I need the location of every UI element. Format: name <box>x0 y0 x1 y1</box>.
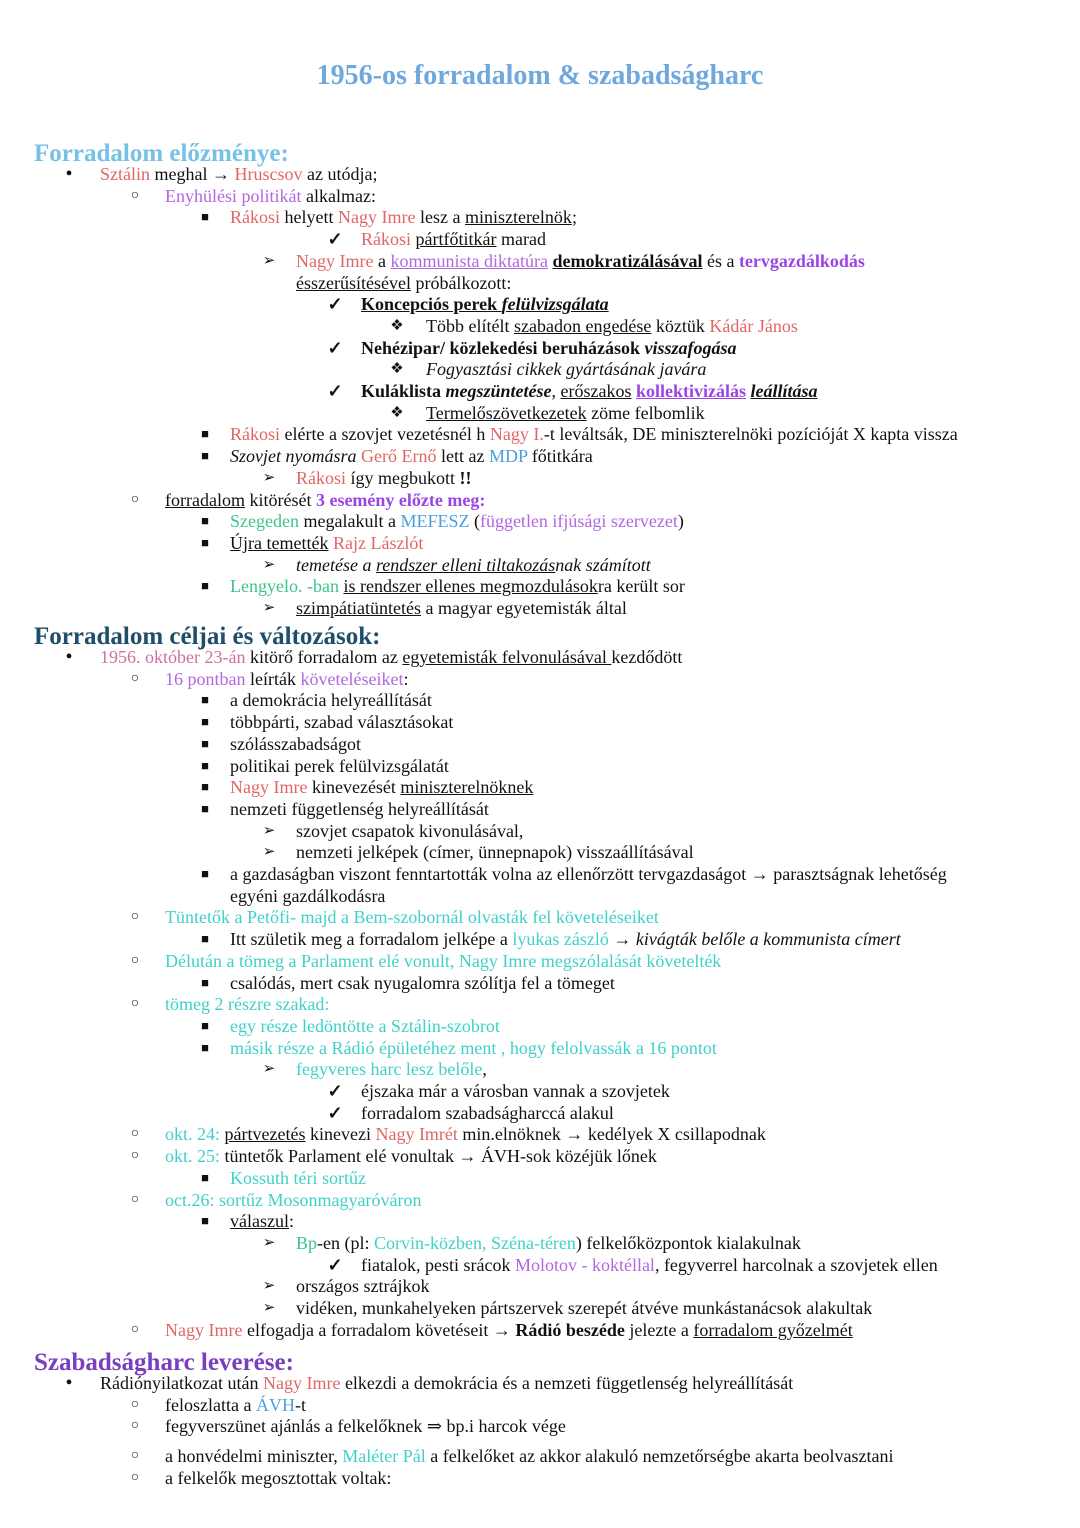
note-text: , <box>551 381 561 401</box>
note-text: éjszaka már a városban vannak a szovjetek <box>361 1081 670 1101</box>
note-text: 1956. október 23-án <box>100 647 246 667</box>
note-text: Bp <box>296 1232 318 1253</box>
note-line <box>361 380 818 402</box>
note-text: -t <box>294 1394 306 1415</box>
bullet-square-icon: ■ <box>201 866 209 881</box>
note-line <box>296 597 627 619</box>
note-text: kezdődött <box>611 647 683 667</box>
note-text: Gerő Ernő <box>360 446 437 467</box>
note-text: !! <box>459 467 472 488</box>
note-text: így megbukott <box>346 467 460 488</box>
note-text: min.elnöknek → kedélyek X csillapodnak <box>457 1124 766 1145</box>
note-text: lesz a <box>415 207 465 228</box>
note-text: erőszakos <box>560 381 632 401</box>
note-text: Rádiónyilatkozat után <box>100 1373 263 1393</box>
note-text: Szegeden <box>230 511 299 532</box>
bullet-circle-icon: ○ <box>130 1448 140 1464</box>
diamond-bullet-icon: ❖ <box>390 404 404 421</box>
note-text: főtitkára <box>527 446 593 467</box>
note-text: lyukas zászló <box>512 929 609 950</box>
note-text: forradalom <box>165 489 245 510</box>
bullet-circle-icon: ○ <box>130 1418 140 1434</box>
note-line <box>361 337 737 359</box>
arrow-bullet-icon: ➢ <box>262 252 276 269</box>
note-text: felülvizsgálata <box>501 294 609 315</box>
note-text: ésszerűsítésével <box>296 272 411 293</box>
arrow-bullet-icon: ➢ <box>262 844 276 861</box>
note-text: Sztálin <box>100 164 150 184</box>
note-line <box>165 1445 894 1467</box>
note-text: Rajz Lászlót <box>332 532 424 553</box>
note-text: egyéni gazdálkodásra <box>230 885 386 906</box>
note-line <box>230 1037 717 1059</box>
bullet-dot-icon: • <box>65 1372 73 1394</box>
note-text: egyetemisták felvonulásával <box>402 647 612 667</box>
arrow-bullet-icon: ➢ <box>262 556 276 573</box>
arrow-bullet-icon: ➢ <box>262 469 276 486</box>
note-text: is rendszer ellenes megmozdulások <box>343 576 598 597</box>
note-text: nak számított <box>555 554 651 575</box>
note-text: Nehézipar/ közlekedési beruházások <box>361 337 645 358</box>
note-line <box>100 646 682 668</box>
section-heading: Forradalom előzménye: <box>34 140 289 167</box>
note-text: 3 esemény előzte meg: <box>315 489 486 510</box>
note-text: Nagy I. <box>489 424 544 445</box>
note-text: Molotov - koktéllal <box>514 1254 655 1275</box>
note-text: helyett <box>280 207 338 228</box>
note-line <box>230 928 901 950</box>
note-text: kitörő forradalom az <box>245 647 403 667</box>
note-text: Több elítélt <box>426 315 514 336</box>
bullet-circle-icon: ○ <box>130 187 140 203</box>
note-text: fegyveres harc lesz belőle <box>296 1059 483 1080</box>
note-text: többpárti, szabad választásokat <box>230 712 454 733</box>
bullet-square-icon: ■ <box>201 757 209 773</box>
note-text: 16 pontban <box>165 668 246 689</box>
note-text: Délután a tömeg a Parlament elé vonult, Nagy Imre megszólalását követelték <box>165 950 722 971</box>
bullet-circle-icon: ○ <box>130 1321 140 1337</box>
note-text: kommunista diktatúra <box>390 250 548 271</box>
note-text: nemzeti függetlenség helyreállítását <box>230 798 489 819</box>
note-text: demokratizálásával <box>552 250 703 271</box>
note-text: forradalom győzelmét <box>693 1319 853 1340</box>
arrow-bullet-icon: ➢ <box>262 1061 276 1078</box>
note-text: Rákosi <box>296 467 347 488</box>
note-text: követeléseiket <box>300 668 404 689</box>
note-text: elkezdi a demokrácia és a nemzeti függetlenség helyreállítását <box>340 1373 794 1393</box>
bullet-square-icon: ■ <box>201 779 209 795</box>
note-text: Maléter Pál <box>342 1446 426 1467</box>
note-text: fiatalok, pesti srácok <box>361 1254 515 1275</box>
bullet-square-icon: ■ <box>201 931 209 947</box>
note-text: ( <box>469 511 480 532</box>
note-text: csalódás, mert csak nyugalomra szólítja fel a tömeget <box>230 972 615 993</box>
note-text: szólásszabadságot <box>230 733 361 754</box>
note-text: -t leváltsák, DE miniszterelnöki pozícióját X kapta vissza <box>543 424 958 445</box>
bullet-dot-icon: • <box>65 163 73 185</box>
note-text: : <box>288 1211 294 1232</box>
check-icon: ✓ <box>327 337 343 358</box>
bullet-square-icon: ■ <box>201 513 209 529</box>
note-text: leírták <box>245 668 301 689</box>
note-line <box>296 841 694 863</box>
note-line <box>296 554 651 576</box>
note-line <box>230 972 615 994</box>
note-line <box>296 250 865 272</box>
note-text: , <box>482 1059 487 1080</box>
note-text: kitörését <box>244 489 316 510</box>
arrow-bullet-icon: ➢ <box>262 1300 276 1316</box>
bullet-circle-icon: ○ <box>130 670 140 686</box>
note-text: egy része ledöntötte a Sztálin-szobrot <box>230 1015 500 1036</box>
bullet-circle-icon: ○ <box>130 491 140 507</box>
note-text: elérte a szovjet vezetésnél h <box>280 424 490 445</box>
note-line <box>230 711 453 733</box>
note-line <box>296 1297 872 1319</box>
note-text: válaszul <box>230 1211 289 1232</box>
page-title: 1956-os forradalom & szabadságharc <box>316 60 764 91</box>
note-line <box>230 689 432 711</box>
note-text: szimpátiatüntetés <box>296 598 421 618</box>
note-line <box>296 1058 487 1080</box>
note-text: pártvezetés <box>224 1124 306 1145</box>
note-line <box>230 575 685 597</box>
arrow-bullet-icon: ➢ <box>262 1278 276 1295</box>
note-line <box>230 206 577 228</box>
note-text: a felkelők megosztottak voltak: <box>165 1467 392 1488</box>
note-text: forradalom szabadságharccá alakul <box>361 1102 614 1123</box>
note-text: tüntetők Parlament elé vonultak → ÁVH-sok közéjük lőnek <box>220 1146 657 1167</box>
note-text: MEFESZ <box>400 511 470 532</box>
section-heading: Forradalom céljai és változások: <box>34 623 381 650</box>
note-line <box>100 163 377 185</box>
note-line <box>426 402 705 424</box>
note-text: a magyar egyetemisták által <box>420 598 627 618</box>
note-text: miniszterelnöknek <box>400 777 534 798</box>
note-line <box>296 467 472 489</box>
note-text: temetése a <box>296 554 376 575</box>
note-text: Hruscsov <box>234 164 303 184</box>
note-text: alkalmaz: <box>301 185 376 206</box>
note-text: Fogyasztási cikkek gyártásának javára <box>426 359 707 380</box>
note-text: tervgazdálkodás <box>738 250 865 271</box>
note-line <box>165 1394 306 1416</box>
note-line <box>361 1080 670 1102</box>
note-text: zöme felbomlik <box>586 402 705 423</box>
diamond-bullet-icon: ❖ <box>390 361 404 378</box>
note-text: Nagy Imre <box>338 207 416 228</box>
bullet-circle-icon: ○ <box>130 1469 140 1485</box>
note-text: az utódja; <box>302 164 378 184</box>
bullet-dot-icon: • <box>65 646 73 668</box>
note-line <box>361 228 546 250</box>
note-line <box>230 755 449 777</box>
note-text: a honvédelmi miniszter, <box>165 1446 343 1467</box>
note-text: Újra temették <box>230 532 329 553</box>
note-text: marad <box>496 229 546 250</box>
note-line <box>165 668 408 690</box>
bullet-square-icon: ■ <box>201 1039 209 1055</box>
bullet-circle-icon: ○ <box>130 1126 140 1142</box>
note-text: szovjet csapatok kivonulásával, <box>296 820 524 841</box>
note-line <box>165 1189 421 1211</box>
note-text: Lengyelo. -ban <box>230 576 339 597</box>
note-line <box>165 185 376 207</box>
note-line <box>426 358 706 380</box>
note-text: a felkelőket az akkor alakuló nemzetőrségbe akarta beolvasztani <box>425 1446 894 1467</box>
bullet-square-icon: ■ <box>201 974 209 990</box>
note-text: politikai perek felülvizsgálatát <box>230 755 449 776</box>
note-text: meghal → <box>150 164 235 184</box>
note-line <box>361 1254 938 1276</box>
note-text: Nagy Imrét <box>375 1124 458 1145</box>
note-line <box>230 733 361 755</box>
note-text: ) <box>677 511 684 532</box>
note-text: ) felkelőközpontok kialakulnak <box>575 1232 801 1253</box>
note-line <box>230 1210 294 1232</box>
note-line <box>230 445 593 467</box>
note-text: pártfőtitkár <box>415 229 497 250</box>
diamond-bullet-icon: ❖ <box>390 317 404 334</box>
note-text: szabadon engedése <box>513 315 652 336</box>
note-text: próbálkozott: <box>410 272 512 293</box>
check-icon: ✓ <box>327 229 343 250</box>
note-text: , fegyverrel harcolnak a szovjetek ellen <box>654 1254 938 1275</box>
note-text: visszafogása <box>644 337 737 358</box>
note-line <box>165 993 329 1015</box>
note-line <box>165 1415 566 1437</box>
bullet-square-icon: ■ <box>201 426 209 442</box>
bullet-square-icon: ■ <box>201 1017 209 1033</box>
note-line <box>361 1102 614 1124</box>
note-text: Kuláklista <box>361 381 446 401</box>
note-text: Nagy Imre <box>165 1319 243 1340</box>
note-line <box>296 1232 801 1254</box>
check-icon: ✓ <box>327 1102 343 1123</box>
note-text: rendszer elleni tiltakozás <box>375 554 556 575</box>
note-text: Termelőszövetkezetek <box>426 402 587 423</box>
note-text: jelezte a <box>624 1319 694 1340</box>
note-line <box>230 510 684 532</box>
note-text: okt. 24: <box>165 1124 221 1145</box>
note-line <box>165 950 721 972</box>
note-line <box>230 532 423 554</box>
note-text: nemzeti jelképek (címer, ünnepnapok) visszaállításával <box>296 842 694 863</box>
note-line <box>165 906 659 928</box>
bullet-square-icon: ■ <box>201 1169 209 1185</box>
note-text: Enyhülési politikát <box>165 185 302 206</box>
note-text: kinevezését <box>307 777 401 798</box>
note-line <box>230 798 489 820</box>
note-text: Corvin-közben, Széna-téren <box>374 1232 576 1253</box>
note-text: ra került sor <box>597 576 685 597</box>
note-text: Rákosi <box>230 424 281 445</box>
note-line <box>296 1275 429 1297</box>
note-text: vidéken, munkahelyeken pártszervek szerepét átvéve munkástanácsok alakultak <box>296 1298 873 1318</box>
note-text: másik része a Rádió épületéhez ment , hogy felolvassák a 16 pontot <box>230 1037 717 1058</box>
bullet-square-icon: ■ <box>201 448 209 464</box>
note-text: köztük <box>651 315 710 336</box>
note-text: ÁVH <box>255 1394 295 1415</box>
note-text: fegyverszünet ajánlás a felkelőknek ⇒ bp.i harcok vége <box>165 1416 566 1437</box>
check-icon: ✓ <box>327 381 343 401</box>
note-text: oct.26: sortűz Mosonmagyaróváron <box>165 1189 422 1210</box>
note-text: tömeg 2 részre szakad: <box>165 994 330 1015</box>
note-text: → <box>608 929 636 950</box>
note-text: Tüntetők a Petőfi- majd a Bem-szobornál olvasták fel követeléseiket <box>165 907 659 928</box>
note-line <box>165 489 485 511</box>
note-text: Szovjet nyomásra <box>230 446 357 467</box>
note-text: kivágták belőle a kommunista címert <box>635 929 901 950</box>
note-text: Rákosi <box>230 207 281 228</box>
note-text: a gazdaságban viszont fenntartották volna az ellenőrzött tervgazdaságot → parasztságnak lehetőség <box>230 864 947 884</box>
arrow-bullet-icon: ➢ <box>262 822 276 839</box>
note-text: független ifjúsági szervezet <box>479 511 678 532</box>
note-text: kollektivizálás <box>636 381 747 401</box>
bullet-circle-icon: ○ <box>130 952 140 968</box>
note-line <box>165 1145 657 1167</box>
note-text: Koncepciós perek <box>361 294 502 315</box>
note-text: lett az <box>436 446 489 467</box>
note-line <box>296 272 511 294</box>
bullet-square-icon: ■ <box>201 578 209 594</box>
note-text: a <box>373 250 391 271</box>
note-text: okt. 25: <box>165 1146 221 1167</box>
bullet-square-icon: ■ <box>201 735 209 751</box>
note-text: elfogadja a forradalom követéseit → <box>242 1319 516 1340</box>
note-line <box>230 776 533 798</box>
note-line <box>165 1319 853 1341</box>
note-text: megszüntetése <box>445 381 552 401</box>
note-text: kinevezi <box>305 1124 376 1145</box>
note-text: Nagy Imre <box>230 777 308 798</box>
check-icon: ✓ <box>327 294 343 315</box>
note-text: Rádió beszéde <box>515 1319 625 1340</box>
bullet-circle-icon: ○ <box>130 1396 140 1412</box>
note-text: Rákosi <box>361 229 412 250</box>
bullet-square-icon: ■ <box>201 209 209 225</box>
note-line <box>230 1015 500 1037</box>
note-text: MDP <box>488 446 528 467</box>
note-line <box>361 293 609 315</box>
note-line <box>230 863 947 885</box>
note-line <box>230 1167 366 1189</box>
note-text: ; <box>571 207 577 228</box>
note-text: Kossuth téri sortűz <box>230 1167 366 1188</box>
note-text: Nagy Imre <box>262 1373 341 1393</box>
note-line <box>230 885 385 907</box>
bullet-circle-icon: ○ <box>130 1191 140 1207</box>
note-text: megalakult a <box>298 511 401 532</box>
note-line <box>165 1467 391 1489</box>
note-text: országos sztrájkok <box>296 1276 430 1297</box>
bullet-circle-icon: ○ <box>130 1148 140 1164</box>
note-text: leállítása <box>750 381 818 401</box>
note-text: : <box>403 668 409 689</box>
bullet-square-icon: ■ <box>201 692 209 708</box>
note-text: Nagy Imre <box>296 250 374 271</box>
note-text: feloszlatta a <box>165 1394 256 1415</box>
note-text: Itt születik meg a forradalom jelképe a <box>230 929 513 950</box>
bullet-circle-icon: ○ <box>130 909 140 925</box>
section-heading: Szabadságharc leverése: <box>34 1349 294 1376</box>
note-line <box>296 820 523 842</box>
arrow-bullet-icon: ➢ <box>262 600 276 616</box>
check-icon: ✓ <box>327 1081 343 1101</box>
bullet-square-icon: ■ <box>201 714 209 730</box>
check-icon: ✓ <box>327 1254 343 1275</box>
note-line <box>100 1372 793 1394</box>
note-line <box>165 1123 766 1145</box>
note-text: a demokrácia helyreállítását <box>230 690 432 711</box>
bullet-square-icon: ■ <box>201 1213 209 1229</box>
bullet-square-icon: ■ <box>201 534 209 550</box>
arrow-bullet-icon: ➢ <box>262 1234 276 1251</box>
note-text: -en (pl: <box>317 1232 374 1253</box>
note-text: és a <box>702 250 739 271</box>
note-text: Kádár János <box>709 315 798 336</box>
note-line <box>426 315 798 337</box>
bullet-square-icon: ■ <box>201 800 209 816</box>
note-text: miniszterelnök <box>464 207 572 228</box>
bullet-circle-icon: ○ <box>130 996 140 1012</box>
note-line <box>230 423 958 445</box>
